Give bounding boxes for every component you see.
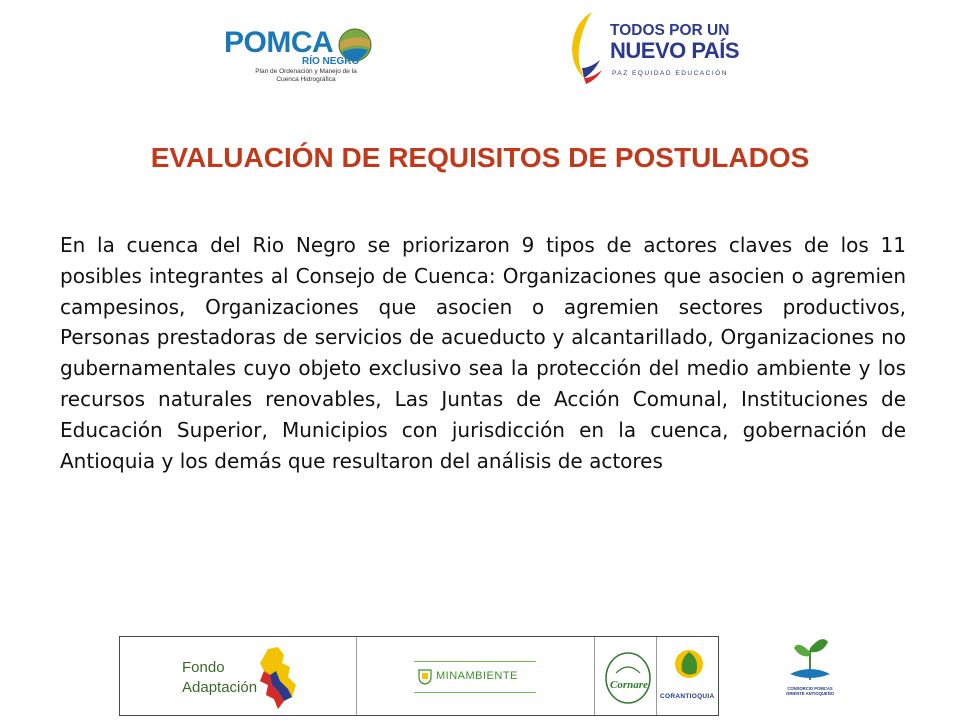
gov-tagline: PAZ EQUIDAD EDUCACIÓN: [612, 70, 728, 77]
slide-body-text: En la cuenca del Rio Negro se priorizaron 9 tipos de actores claves de los 11 posibles integrantes al Consejo de Cuenca: Organizaciones que asocien o agremien campesinos, Organizaciones que asocien o agremien sectores productivos, Personas prestadoras de servicios de acueducto y alcantarillado, Organizaciones no gubernamentales cuyo objeto exclusivo sea la protección del medio ambiente y los recursos naturales renovables, Las Juntas de Acción Comunal, Instituciones de Educación Superior, Municipios con jurisdicción en la cuenca, gobernación de Antioquia y los demás que resultaron del análisis de actores: [60, 233, 906, 473]
fondo-adaptacion-line2: Adaptación: [182, 679, 258, 696]
consorcio-label: CONSORCIO POMCAS ORIENTE ANTIOQUEÑO: [785, 686, 834, 696]
footer-divider: [594, 637, 595, 715]
minambiente-label: MINAMBIENTE: [436, 670, 518, 682]
corantioquia-leaf-icon: [674, 647, 704, 681]
pomca-river-name: RÍO NEGRO: [302, 56, 360, 67]
colombia-flag-mark-icon: [566, 8, 606, 90]
slide-title: EVALUACIÓN DE REQUISITOS DE POSTULADOS: [150, 142, 810, 173]
gov-slogan-line2: NUEVO PAÍS: [610, 38, 740, 63]
pomca-subtitle: Plan de Ordenación y Manejo de la Cuenca Hidrográfica: [255, 68, 357, 83]
consorcio-plant-icon: [786, 630, 834, 684]
pomca-logo: [222, 22, 372, 90]
todos-por-un-nuevo-pais-logo: [566, 8, 740, 90]
corantioquia-label: CORANTIOQUIA: [660, 693, 715, 700]
consorcio-pomcas-logo: [780, 630, 840, 716]
footer-divider: [356, 637, 357, 715]
partner-logos-strip: [119, 636, 719, 716]
colombia-shield-icon: [418, 669, 432, 685]
footer-divider: [656, 637, 657, 715]
colombia-map-icon: [248, 645, 310, 713]
pomca-wordmark: POMCA: [224, 26, 334, 59]
gov-slogan-line1: TODOS POR UN: [610, 22, 730, 39]
cornare-badge-icon: [604, 651, 652, 705]
fondo-adaptacion-line1: Fondo: [182, 659, 225, 676]
minambiente-logo: [414, 661, 536, 693]
cornare-label: Cornare: [610, 679, 648, 691]
